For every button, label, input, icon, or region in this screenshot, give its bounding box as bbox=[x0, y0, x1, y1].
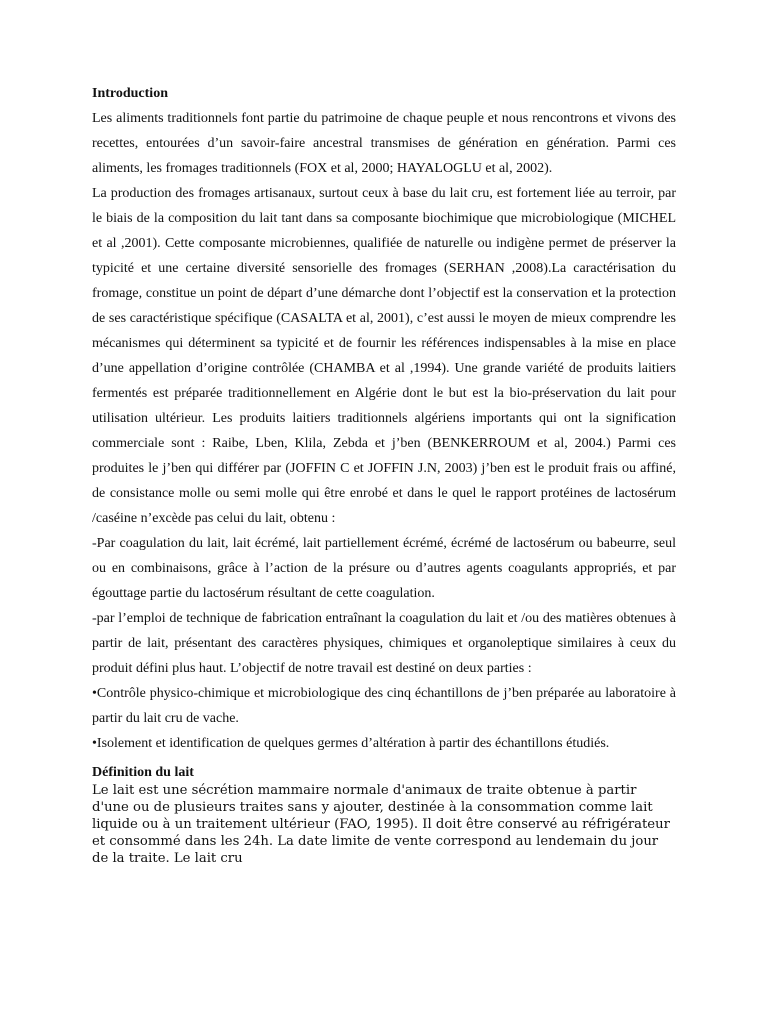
definition-heading: Définition du lait bbox=[92, 765, 194, 780]
intro-paragraph-4: -par l’emploi de technique de fabrication entraînant la coagulation du lait et /ou des matières obtenues à partir de lait, présentant des caractères physiques, chimiques et organoleptique similaires à ceux du produit défini plus haut. L’objectif de notre travail est destiné on deux parties : bbox=[92, 611, 676, 676]
objective-bullet-1: •Contrôle physico-chimique et microbiologique des cinq échantillons de j’ben préparée au laboratoire à partir du lait cru de vache. bbox=[92, 686, 676, 726]
objective-bullet-2: •Isolement et identification de quelques germes d’altération à partir des échantillons étudiés. bbox=[92, 736, 610, 751]
document-page bbox=[92, 84, 676, 867]
introduction-heading: Introduction bbox=[92, 86, 168, 101]
intro-paragraph-2: La production des fromages artisanaux, surtout ceux à base du lait cru, est fortement liée au terroir, par le biais de la composition du lait tant dans sa composante biochimique que microbiologique (MICHEL et al ,2001). Cette composante microbiennes, qualifiée de naturelle ou indigène permet de préserver la typicité et une certaine diversité sensorielle des fromages (SERHAN ,2008).La caractérisation du fromage, constitue un point de départ d’une démarche dont l’objectif est la conservation et la protection de ses caractéristique spécifique (CASALTA et al, 2001), c’est aussi le moyen de mieux comprendre les mécanismes qui déterminent sa typicité et de fournir les références indispensables à la mise en place d’une appellation d’origine contrôlée (CHAMBA et al ,1994). Une grande variété de produits laitiers fermentés est préparée traditionnellement en Algérie dont le but est la bio-préservation du lait pour utilisation ultérieur. Les produits laitiers traditionnels algériens importants qui ont la signification commerciale sont : Raibe, Lben, Klila, Zebda et j’ben (BENKERROUM et al, 2004.) Parmi ces produites le j’ben qui différer par (JOFFIN C et JOFFIN J.N, 2003) j’ben est le produit frais ou affiné, de consistance molle ou semi molle qui être enrobé et dans le quel le rapport protéines de lactosérum /caséine n’excède pas celui du lait, obtenu : bbox=[92, 186, 676, 526]
intro-paragraph-1: Les aliments traditionnels font partie du patrimoine de chaque peuple et nous rencontrons et vivons des recettes, entourées d’un savoir-faire ancestral transmises de génération en génération. Parmi ces aliments, les fromages traditionnels (FOX et al, 2000; HAYALOGLU et al, 2002). bbox=[92, 111, 676, 176]
definition-paragraph: Le lait est une sécrétion mammaire normale d'animaux de traite obtenue à partir d'une ou de plusieurs traites sans y ajouter, destinée à la consommation comme lait liquide ou à un traitement ultérieur (FAO, 1995). Il doit être conservé au réfrigérateur et consommé dans les 24h. La date limite de vente correspond au lendemain du jour de la traite. Le lait cru bbox=[92, 783, 670, 866]
intro-paragraph-3: -Par coagulation du lait, lait écrémé, lait partiellement écrémé, écrémé de lactosérum ou babeurre, seul ou en combinaisons, grâce à l’action de la présure ou d’autres agents coagulants appropriés, et par égouttage partie du lactosérum résultant de cette coagulation. bbox=[92, 536, 676, 601]
